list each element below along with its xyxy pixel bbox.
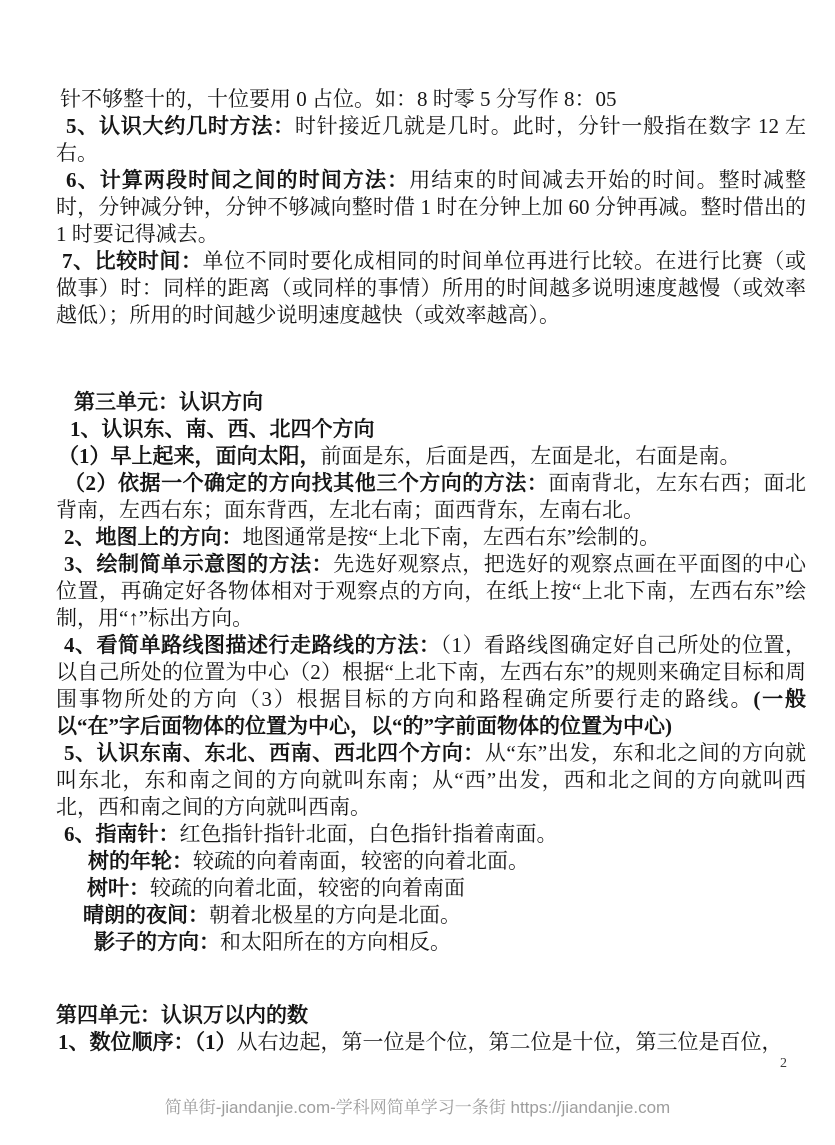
bold-text-run: 4、看简单路线图描述行走路线的方法：: [64, 633, 441, 657]
paragraph: [56, 389, 806, 416]
text-run: 前面是东，后面是西，左面是北，右面是南。: [320, 444, 741, 468]
paragraph: [56, 470, 806, 524]
paragraph: [56, 248, 806, 329]
bold-text-run: 2、地图上的方向：: [64, 525, 243, 549]
text-run: 和太阳所在的方向相反。: [220, 930, 451, 954]
paragraph: [56, 632, 806, 740]
bold-text-run: 5、认识大约几时方法：: [66, 114, 295, 138]
document-body: [56, 86, 806, 1056]
bold-text-run: (一般以“在”字后面物体的位置为中心，以“的”字前面物体的位置为中心): [56, 687, 807, 738]
text-run: 单位不同时要化成相同的时间单位再进行比较。在进行比赛（或做事）时：同样的距离（或同样的事情）所用的时间越多说明速度越慢（或效率越低）；所用的时间越少说明速度越快（或效率越高）。: [56, 249, 806, 327]
footer-watermark: 简单街-jiandanjie.com-学科网简单学习一条街 https://jiandanjie.com: [164, 1098, 671, 1117]
text-run: 从右边起，第一位是个位，第二位是十位，第三位是百位，: [236, 1030, 783, 1054]
paragraph: [56, 551, 806, 632]
paragraph: [56, 86, 806, 113]
bold-text-run: 树叶：: [87, 876, 150, 900]
paragraph: [56, 524, 806, 551]
text-run: 面南背北，左东右西；面北背南，左西右东；面东背西，左北右南；面西背东，左南右北。: [56, 471, 807, 522]
paragraph: [56, 929, 806, 956]
bold-text-run: 5、认识东南、东北、西南、西北四个方向：: [64, 741, 485, 765]
paragraph: [56, 443, 806, 470]
text-run: 较疏的向着北面，较密的向着南面: [150, 876, 465, 900]
text-run: （1）看路线图确定好自己所处的位置，以自己所处的位置为中心（2）根据“上北下南，左西右东”的规则来确定目标和周围事物所处的方向（3）根据目标的方向和路程确定所要行走的路线。: [56, 633, 806, 711]
bold-text-run: （1）: [194, 1030, 237, 1054]
text-run: 红色指针指针北面，白色指针指着南面。: [179, 822, 558, 846]
text-run: 用结束的时间减去开始的时间。整时减整时，分钟减分钟，分钟不够减向整时借 1 时在分钟上加 60 分钟再减。整时借出的 1 时要记得减去。: [56, 168, 807, 246]
page-number: 2: [780, 1056, 787, 1071]
bold-text-run: （1）早上起来，面向太阳，: [58, 444, 321, 468]
text-run: 较疏的向着南面，较密的向着北面。: [193, 849, 529, 873]
bold-text-run: 第四单元：认识万以内的数: [56, 1003, 308, 1027]
bold-text-run: 1、数位顺序：: [58, 1030, 195, 1054]
paragraph: [56, 848, 806, 875]
bold-text-run: 3、绘制简单示意图的方法：: [64, 552, 334, 576]
text-run: 朝着北极星的方向是北面。: [209, 903, 461, 927]
text-run: 针不够整十的，十位要用 0 占位。如：8 时零 5 分写作 8：05: [60, 87, 617, 111]
bold-text-run: 6、指南针：: [64, 822, 180, 846]
bold-text-run: 晴朗的夜间：: [83, 903, 209, 927]
text-run: 从“东”出发，东和北之间的方向就叫东北，东和南之间的方向就叫东南；从“西”出发，西和北之间的方向就叫西北，西和南之间的方向就叫西南。: [56, 741, 807, 819]
paragraph: [56, 1029, 806, 1056]
paragraph: [56, 740, 806, 821]
bold-text-run: 第三单元：认识方向: [74, 390, 263, 414]
bold-text-run: 影子的方向：: [94, 930, 220, 954]
text-run: 先选好观察点，把选好的观察点画在平面图的中心位置，再确定好各物体相对于观察点的方向，在纸上按“上北下南，左西右东”绘制，用“↑”标出方向。: [56, 552, 807, 630]
bold-text-run: 7、比较时间：: [62, 249, 203, 273]
text-run: 地图通常是按“上北下南，左西右东”绘制的。: [242, 525, 661, 549]
bold-text-run: （2）依据一个确定的方向找其他三个方向的方法：: [64, 471, 549, 495]
text-run: 时针接近几就是几时。此时，分针一般指在数字 12 左右。: [56, 114, 807, 165]
bold-text-run: 1、认识东、南、西、北四个方向: [70, 417, 375, 441]
paragraph: [56, 167, 806, 248]
bold-text-run: 6、计算两段时间之间的时间方法：: [66, 168, 410, 192]
paragraph: [56, 1002, 806, 1029]
bold-text-run: 树的年轮：: [88, 849, 193, 873]
paragraph: [56, 902, 806, 929]
paragraph: [56, 416, 806, 443]
paragraph: [56, 875, 806, 902]
paragraph: [56, 821, 806, 848]
paragraph: [56, 113, 806, 167]
